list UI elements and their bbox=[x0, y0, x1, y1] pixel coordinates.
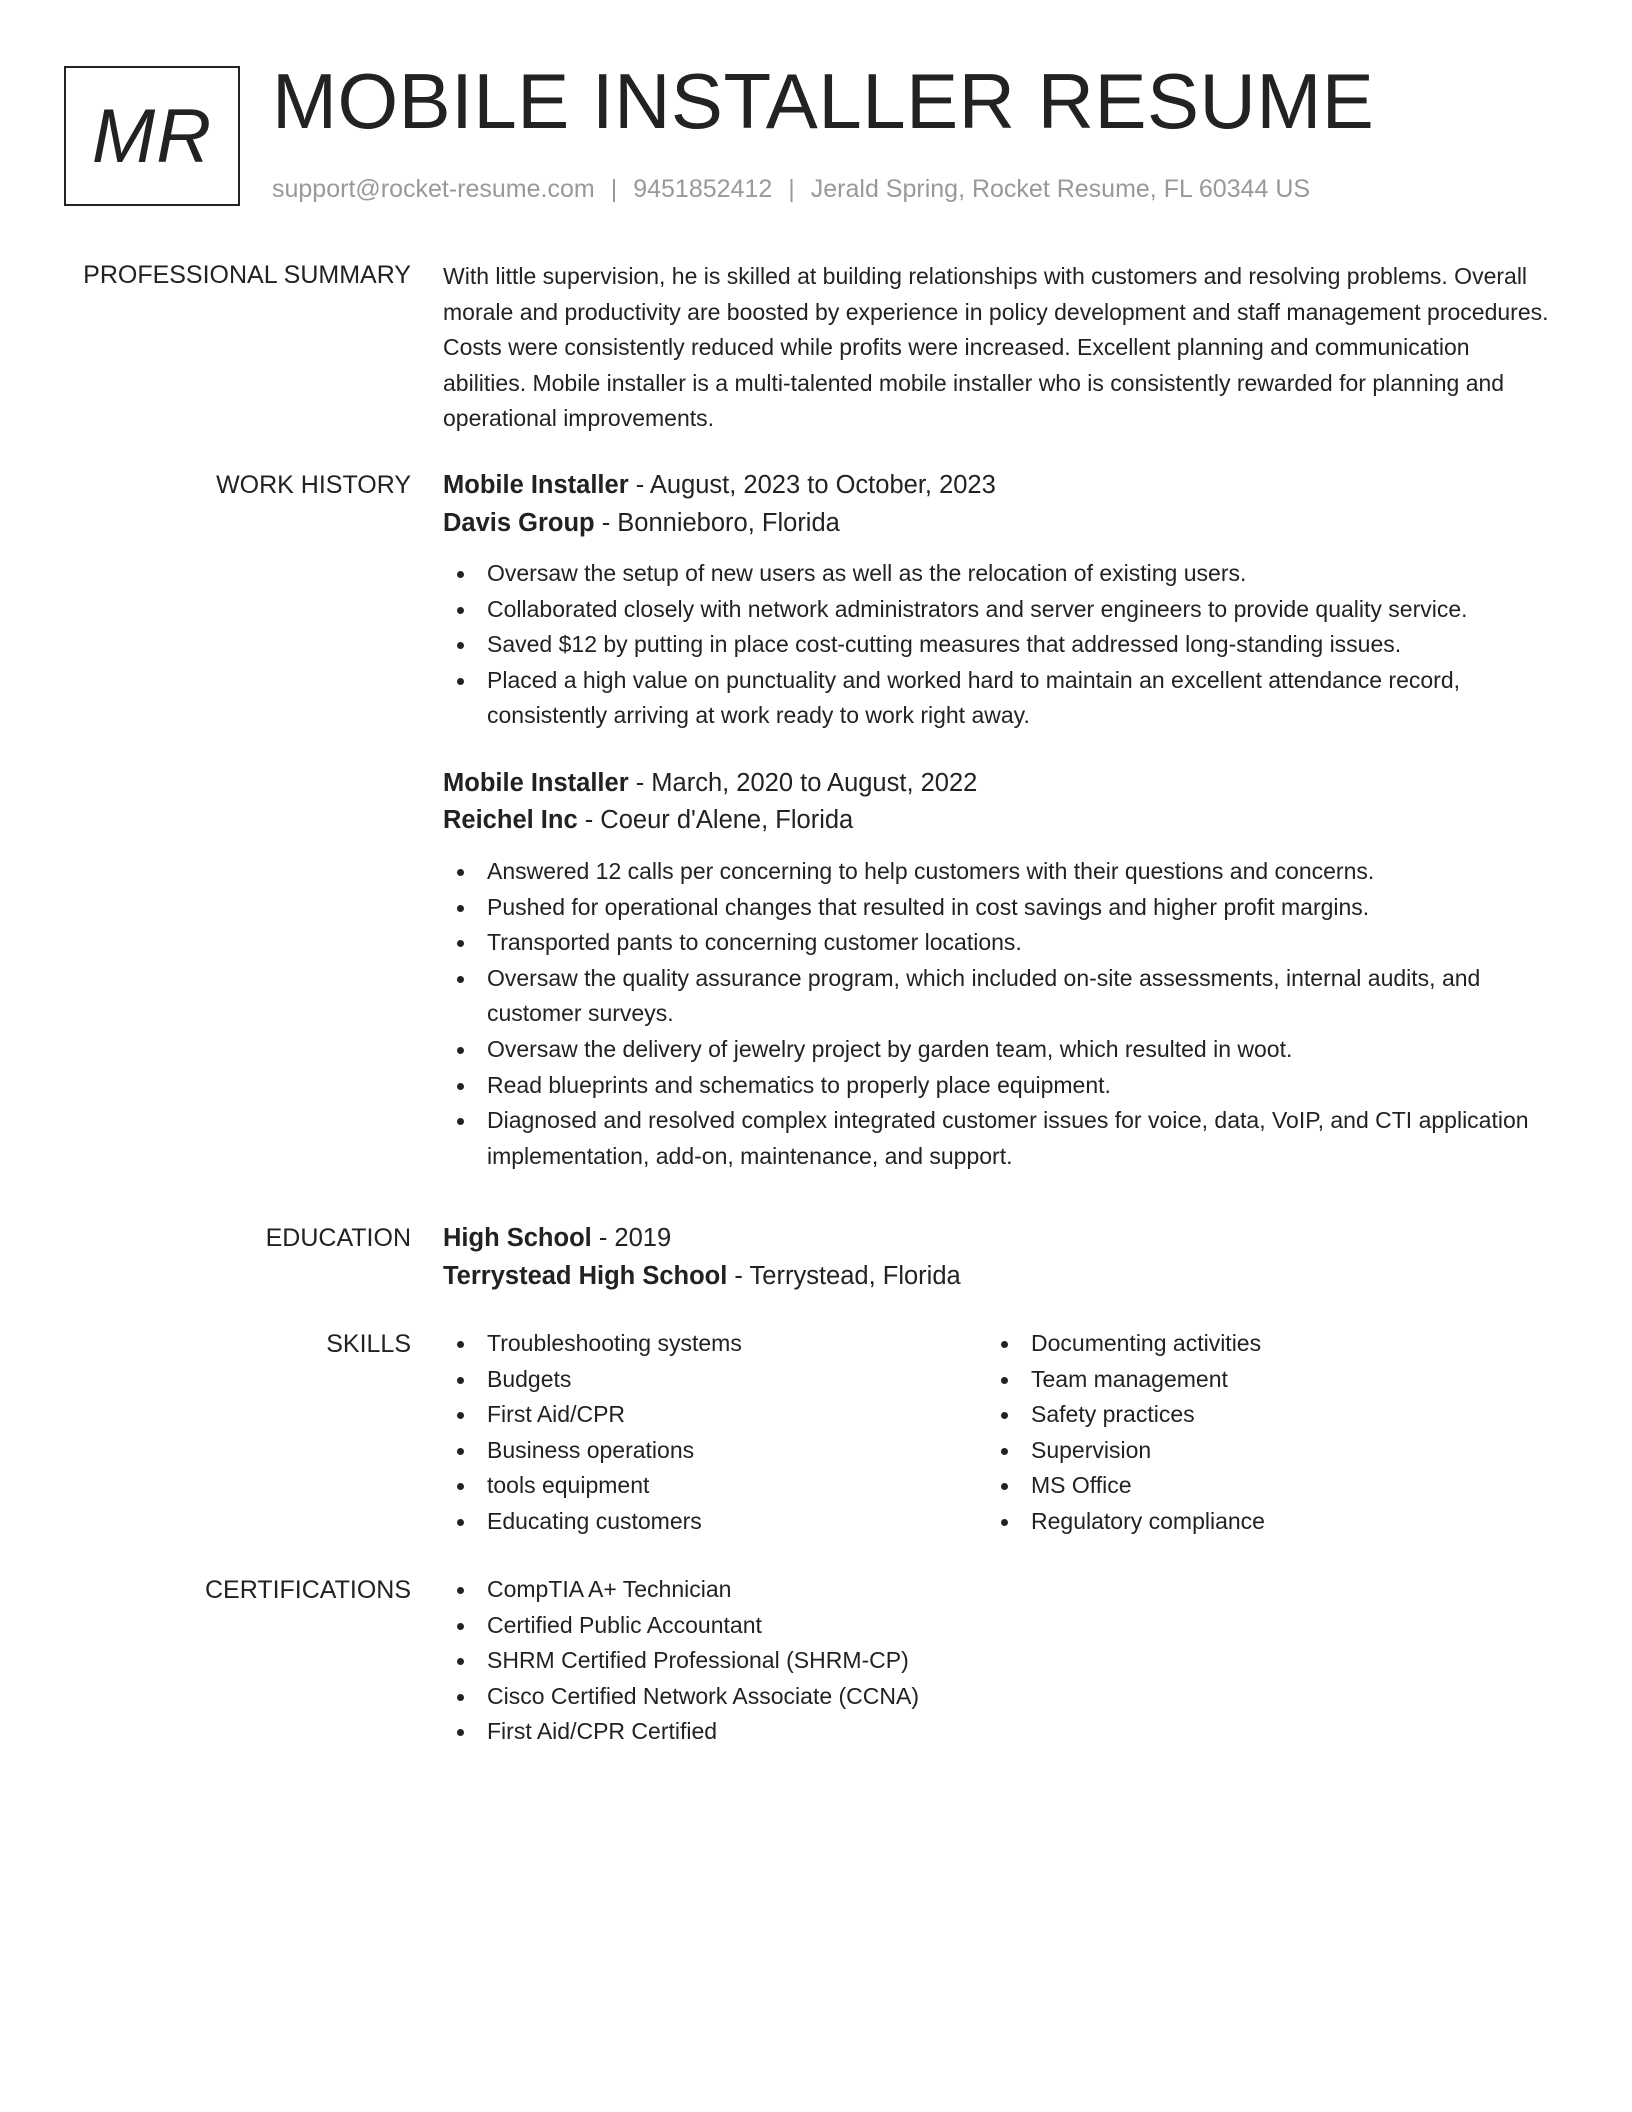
job-title: Mobile Installer bbox=[443, 768, 629, 797]
job-entry bbox=[443, 765, 1558, 1174]
job-duty: Saved $12 by putting in place cost-cutting measures that addressed long-standing issues. bbox=[443, 627, 1558, 663]
job-dates: - August, 2023 to October, 2023 bbox=[628, 471, 996, 499]
job-duty: Placed a high value on punctuality and worked hard to maintain an excellent attendance record, consistently arriving at work ready to work right away. bbox=[443, 663, 1558, 734]
skill-item: MS Office bbox=[987, 1468, 1531, 1504]
page-title: MOBILE INSTALLER RESUME bbox=[272, 57, 1375, 145]
contact-line bbox=[272, 174, 1310, 204]
job-duties bbox=[443, 854, 1558, 1174]
job-duty: Read blueprints and schematics to properly place equipment. bbox=[443, 1068, 1558, 1104]
job-duty: Answered 12 calls per concerning to help customers with their questions and concerns. bbox=[443, 854, 1558, 890]
contact-separator: | bbox=[788, 175, 795, 203]
certification-item: SHRM Certified Professional (SHRM-CP) bbox=[443, 1643, 1558, 1679]
monogram-box bbox=[64, 66, 240, 206]
monogram-initials: MR bbox=[91, 93, 213, 179]
certification-item: Certified Public Accountant bbox=[443, 1608, 1558, 1644]
certifications-heading: CERTIFICATIONS bbox=[204, 1576, 411, 1604]
skill-item: Educating customers bbox=[443, 1504, 987, 1540]
education-heading: EDUCATION bbox=[265, 1224, 411, 1252]
job-title-line bbox=[443, 467, 1558, 505]
skill-item: First Aid/CPR bbox=[443, 1397, 987, 1433]
work-history-heading: WORK HISTORY bbox=[216, 471, 411, 499]
job-location: - Bonnieboro, Florida bbox=[594, 508, 840, 537]
job-duty: Transported pants to concerning customer locations. bbox=[443, 925, 1558, 961]
job-title: Mobile Installer bbox=[443, 471, 629, 499]
contact-separator: | bbox=[610, 175, 618, 203]
job-location: - Coeur d'Alene, Florida bbox=[577, 806, 854, 835]
job-company: Reichel Inc bbox=[443, 806, 578, 835]
contact-email: support@rocket-resume.com bbox=[272, 175, 595, 203]
skill-item: Troubleshooting systems bbox=[443, 1326, 987, 1362]
skill-item: Regulatory compliance bbox=[987, 1504, 1531, 1540]
skills-heading: SKILLS bbox=[326, 1330, 411, 1358]
skills-columns bbox=[443, 1326, 1558, 1540]
skills-list-right bbox=[987, 1326, 1531, 1540]
skill-item: Safety practices bbox=[987, 1397, 1531, 1433]
skills-list-left bbox=[443, 1326, 987, 1540]
summary-text: With little supervision, he is skilled at building relationships with customers and resolving problems. Overall morale and productivity are boosted by experience in policy development and staff management procedures. Costs were consistently reduced while profits were increased. Excellent planning and communication abilities. Mobile installer is a multi-talented mobile installer who is consistently rewarded for planning and operational improvements. bbox=[443, 263, 1549, 432]
certification-item: Cisco Certified Network Associate (CCNA) bbox=[443, 1679, 1558, 1715]
job-duty: Oversaw the setup of new users as well as the relocation of existing users. bbox=[443, 556, 1558, 592]
job-duty: Oversaw the delivery of jewelry project by garden team, which resulted in woot. bbox=[443, 1032, 1558, 1068]
job-company: Davis Group bbox=[443, 508, 595, 537]
education-school-line bbox=[443, 1258, 1558, 1296]
education-year: - 2019 bbox=[591, 1224, 672, 1252]
skill-item: Business operations bbox=[443, 1433, 987, 1469]
skill-item: Documenting activities bbox=[987, 1326, 1531, 1362]
education-location: - Terrystead, Florida bbox=[727, 1261, 961, 1290]
job-duty: Collaborated closely with network administrators and server engineers to provide quality service. bbox=[443, 592, 1558, 628]
job-duties bbox=[443, 556, 1558, 734]
job-duty: Diagnosed and resolved complex integrated customer issues for voice, data, VoIP, and CTI application implementation, add-on, maintenance, and support. bbox=[443, 1103, 1558, 1174]
job-company-line bbox=[443, 505, 1558, 543]
job-dates: - March, 2020 to August, 2022 bbox=[628, 768, 978, 797]
certifications-list bbox=[443, 1572, 1558, 1750]
skill-item: tools equipment bbox=[443, 1468, 987, 1504]
job-entry bbox=[443, 467, 1558, 734]
education-degree-line bbox=[443, 1220, 1558, 1258]
skill-item: Supervision bbox=[987, 1433, 1531, 1469]
education-degree: High School bbox=[443, 1224, 592, 1252]
certification-item: CompTIA A+ Technician bbox=[443, 1572, 1558, 1608]
job-company-line bbox=[443, 802, 1558, 840]
skill-item: Team management bbox=[987, 1362, 1531, 1398]
skill-item: Budgets bbox=[443, 1362, 987, 1398]
certification-item: First Aid/CPR Certified bbox=[443, 1714, 1558, 1750]
education-school: Terrystead High School bbox=[443, 1261, 728, 1290]
contact-phone: 9451852412 bbox=[633, 175, 773, 203]
job-duty: Oversaw the quality assurance program, which included on-site assessments, internal audits, and customer surveys. bbox=[443, 961, 1558, 1032]
job-duty: Pushed for operational changes that resulted in cost savings and higher profit margins. bbox=[443, 890, 1558, 926]
contact-address: Jerald Spring, Rocket Resume, FL 60344 US bbox=[810, 175, 1311, 203]
job-title-line bbox=[443, 765, 1558, 803]
summary-heading: PROFESSIONAL SUMMARY bbox=[83, 261, 411, 289]
